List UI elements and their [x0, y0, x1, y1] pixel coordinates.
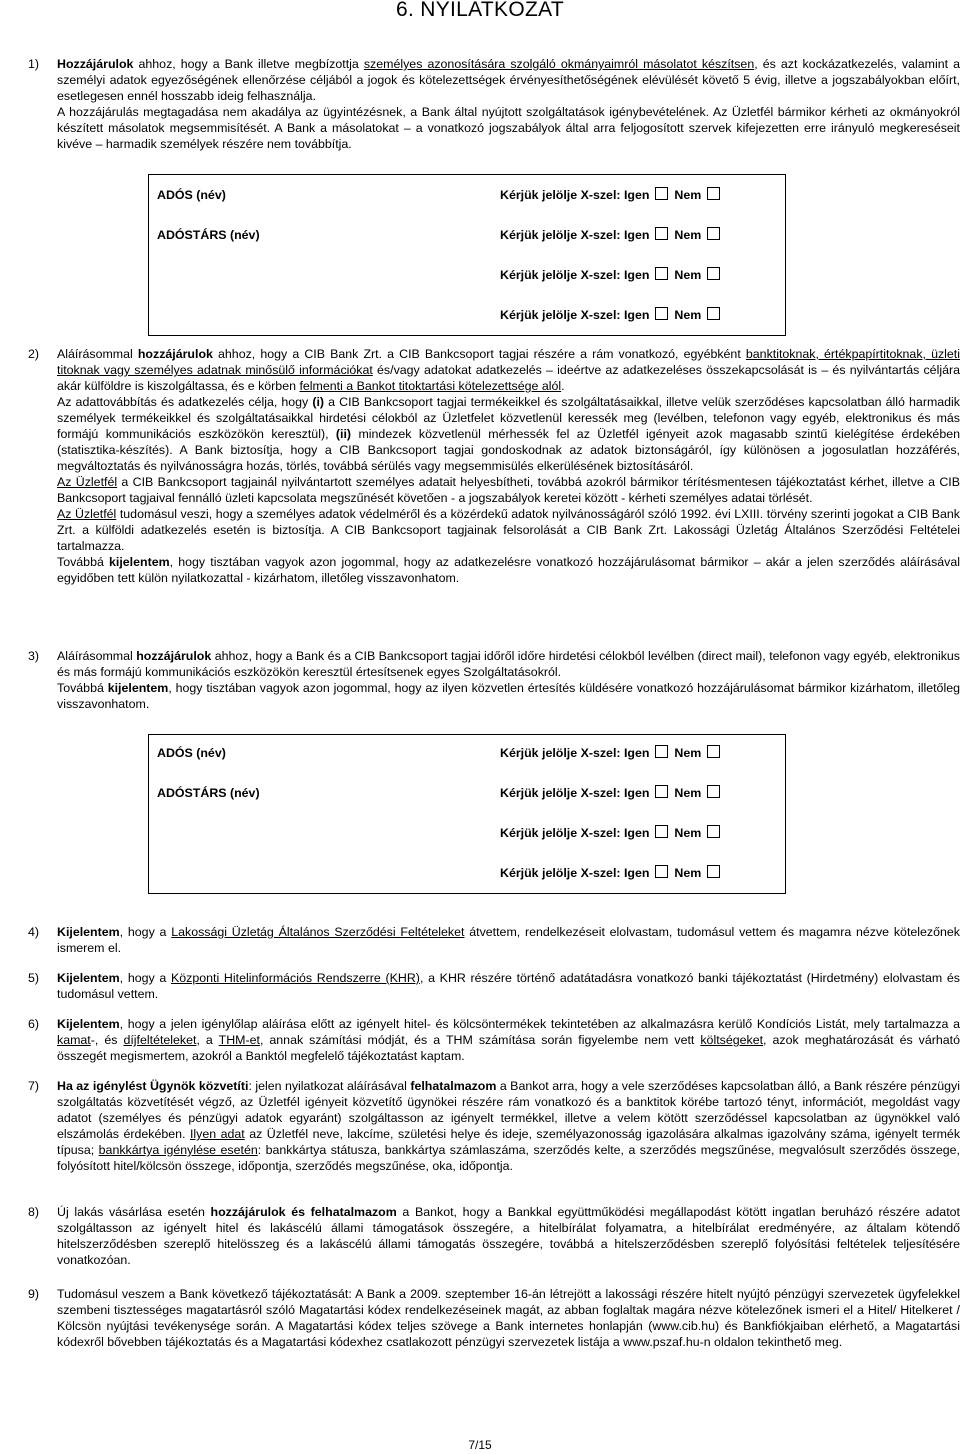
consent-prompt: Kérjük jelölje X-szel: Igen: [500, 866, 650, 880]
consent-prompt: Kérjük jelölje X-szel: Igen: [500, 188, 650, 202]
declaration-item-1: [28, 56, 960, 152]
consent-prompt: Kérjük jelölje X-szel: Igen: [500, 826, 650, 840]
no-label: Nem: [674, 268, 702, 282]
debtor-name-label: ADÓS (név): [157, 188, 226, 202]
codebtor-name-label: ADÓSTÁRS (név): [157, 786, 260, 800]
codebtor-name-label: ADÓSTÁRS (név): [157, 228, 260, 242]
yes-checkbox[interactable]: [655, 785, 668, 798]
declaration-item-2: [28, 346, 960, 586]
yes-checkbox[interactable]: [655, 745, 668, 758]
consent-prompt: Kérjük jelölje X-szel: Igen: [500, 228, 650, 242]
item-number: 8): [28, 1205, 40, 1219]
declaration-item-9: [28, 1286, 960, 1350]
item-number: 7): [28, 1079, 40, 1093]
yes-checkbox[interactable]: [655, 267, 668, 280]
item-number: 3): [28, 649, 40, 663]
consent-prompt: Kérjük jelölje X-szel: Igen: [500, 786, 650, 800]
consent-prompt: Kérjük jelölje X-szel: Igen: [500, 268, 650, 282]
item-text: Ha az igénylést Ügynök közvetíti: jelen nyilatkozat aláírásával felhatalmazom a Bankot arra, hogy a vele szerződéses kapcsolatban álló, a Bank részére pénzügyi szolgáltatás közvetítését végző, az Üzletfél igényeit közvetítő ügynökei részére rám vonatkozó és a banktitok körébe tartozó tényt, információt, megoldást vagy adatot (személyes és pénzügyi adatok egyaránt) szolgáltasson az igényelt termékkel, illetve a velem kötött szerződéssel kapcsolatban az ügynökkel való elszámolás érdekében. Ilyen adat az Üzletfél neve, lakcíme, születési helye és ideje, személyazonosság igazolására alkalmas igazolvány száma, igényelt termék típusa; bankkártya igénylése esetén: bankkártya státusza, bankkártya számlaszáma, szerződés kelte, a szerződés megszűnése, megvalósult szerződés összege, folyósított hitel/kölcsön összege, időpontja, szerződés megszűnése, oka, időpontja.: [57, 1079, 960, 1173]
item-text: Hozzájárulok ahhoz, hogy a Bank illetve megbízottja személyes azonosítására szolgáló okmányaimról másolatot készítsen, és azt kockázatkezelés, valamint a személyi adatok egyezőségének ellenőrzése céljából a jogok és kötelezettségek érvényesíthetőségének elévülését követő 5 évig, illetve a jogszabályokban előírt, esetlegesen ennél hosszabb ideig felhasználja. A hozzájárulás megtagadása nem akadálya az ügyintézésnek, a Bank által nyújtott szolgáltatások igénybevételének. Az Üzletfél bármikor kérheti az okmányokról készített másolatok megsemmisítését. A Bank a másolatokat – a vonatkozó jogszabályok által arra feljogosított szervek kifejezetten erre irányuló megkereséseit kivéve – harmadik személyek részére nem továbbítja.: [57, 57, 960, 151]
item-number: 5): [28, 971, 40, 985]
no-checkbox[interactable]: [707, 825, 720, 838]
item-number: 6): [28, 1017, 40, 1031]
no-checkbox[interactable]: [707, 745, 720, 758]
no-label: Nem: [674, 308, 702, 322]
item-text: Kijelentem, hogy a jelen igénylőlap aláírása előtt az igényelt hitel- és kölcsöntermékek tekintetében az alkalmazásra kerülő Kondíciós Listát, mely tartalmazza a kamat-, és díjfeltételeket, a THM-et, annak számítási módját, és a THM számítása során figyelembe nem vett költségeket, azok meghatározását és várható összegét megismertem, azokról a Banktól megfelelő tájékoztatást kaptam.: [57, 1017, 960, 1063]
page-title: 6. NYILATKOZAT: [396, 0, 564, 21]
no-checkbox[interactable]: [707, 307, 720, 320]
no-checkbox[interactable]: [707, 785, 720, 798]
yes-checkbox[interactable]: [655, 187, 668, 200]
item-number: 4): [28, 925, 40, 939]
declaration-item-6: [28, 1016, 960, 1064]
no-label: Nem: [674, 866, 702, 880]
declaration-item-5: [28, 970, 960, 1002]
no-checkbox[interactable]: [707, 267, 720, 280]
no-label: Nem: [674, 826, 702, 840]
no-label: Nem: [674, 228, 702, 242]
item-number: 1): [28, 57, 40, 71]
consent-box-1: [148, 174, 786, 336]
no-checkbox[interactable]: [707, 187, 720, 200]
no-label: Nem: [674, 786, 702, 800]
item-text: Kijelentem, hogy a Lakossági Üzletág Általános Szerződési Feltételeket átvettem, rendelkezéseit elolvastam, tudomásul vettem és magamra nézve kötelezőnek ismerem el.: [57, 925, 960, 955]
yes-checkbox[interactable]: [655, 307, 668, 320]
item-text: Tudomásul veszem a Bank következő tájékoztatását: A Bank a 2009. szeptember 16-án létrejött a lakossági részére hitelt nyújtó pénzügyi szervezetek ügyfelekkel szembeni tisztességes magatartásról szóló Magatartási kódex rendelkezéseinek magát, az abban foglaltak magára nézve kötelezőnek ismeri el a Hitel/ Hitelkeret / Kölcsön nyújtási tevékenysége során. A Magatartási kódex teljes szövege a Bank internetes honlapján (www.cib.hu) és Bankfiókjaiban elérhető, a Magatartási kódexről bővebben tájékoztatás és a Magatartási kódexhez csatlakozott pénzügyi szervezetek listája a www.pszaf.hu-n oldalon tekinthető meg.: [57, 1287, 960, 1349]
consent-prompt: Kérjük jelölje X-szel: Igen: [500, 308, 650, 322]
item-text: Kijelentem, hogy a Központi Hitelinformációs Rendszerre (KHR), a KHR részére történő adatátadásra vonatkozó banki tájékoztatást (Hirdetmény) elolvastam és tudomásul vettem.: [57, 971, 960, 1001]
item-number: 9): [28, 1287, 40, 1301]
declaration-item-8: [28, 1204, 960, 1268]
yes-checkbox[interactable]: [655, 227, 668, 240]
no-checkbox[interactable]: [707, 865, 720, 878]
item-text: Új lakás vásárlása esetén hozzájárulok és felhatalmazom a Bankot, hogy a Bankkal együttműködési megállapodást kötött ingatlan beruházó részére adatot szolgáltasson az igényelt hitel és lakáscélú állami támogatások összegére, a hitelbírálat folyamatra, a hitelbírálat eredményére, az általam kötendő hitelszerződésben szereplő hitelösszeg és a lakáscélú állami támogatás összegére, továbbá a hitelszerződésben szereplő folyósítási feltételek teljesítésére vonatkozóan.: [57, 1205, 960, 1267]
no-label: Nem: [674, 188, 702, 202]
consent-prompt: Kérjük jelölje X-szel: Igen: [500, 746, 650, 760]
no-checkbox[interactable]: [707, 227, 720, 240]
debtor-name-label: ADÓS (név): [157, 746, 226, 760]
yes-checkbox[interactable]: [655, 865, 668, 878]
declaration-item-7: [28, 1078, 960, 1174]
no-label: Nem: [674, 746, 702, 760]
declaration-item-3: [28, 648, 960, 712]
declaration-item-4: [28, 924, 960, 956]
item-text: Aláírásommal hozzájárulok ahhoz, hogy a Bank és a CIB Bankcsoport tagjai időről időre hirdetési célokból levélben (direct mail), telefonon vagy egyéb, elektronikus és más formájú kommunikációs eszközökön keresztül értesítsenek egyes Szolgáltatásokról. Továbbá kijelentem, hogy tisztában vagyok azon jogommal, hogy az ilyen közvetlen értesítés küldésére vonatkozó hozzájárulásomat bármikor kizárhatom, illetőleg visszavonhatom.: [57, 649, 960, 711]
consent-box-2: [148, 734, 786, 894]
item-number: 2): [28, 347, 40, 361]
item-text: Aláírásommal hozzájárulok ahhoz, hogy a CIB Bank Zrt. a CIB Bankcsoport tagjai részére a rám vonatkozó, egyébként banktitoknak, értékpapírtitoknak, üzleti titoknak vagy személyes adatnak minősülő információkat és/vagy adatokat adatkezelés – ideértve az adatkezeléses összekapcsolását is – és nyilvántartás céljára akár külföldre is kiszolgáltassa, és e körben felmenti a Bankot titoktartási kötelezettsége alól. Az adattovábbítás és adatkezelés célja, hogy (i) a CIB Bankcsoport tagjai termékeikkel és szolgáltatásaikkal, illetve velük szerződéses kapcsolatban álló harmadik személyek termékeikkel és szolgáltatásaikkal hirdetési célokból az Üzletfelet közvetlenül keressék meg (levélben, telefonon vagy egyéb, elektronikus és más formájú kommunikációs eszközökön keresztül), (ii) mindezek közvetlenül mérhessék fel az Üzletfél igényeit azok magasabb szintű kielégítése érdekében (statisztika-készítés). A Bank biztosítja, hogy a CIB Bankcsoport tagjai gondoskodnak az adatok biztonságáról, így különösen a jogosulatlan hozzáférés, megváltoztatás és nyilvánosságra hozás, törlés, továbbá sérülés vagy megsemmisülés elkerülésének biztosításáról. Az Üzletfél a CIB Bankcsoport tagjainál nyilvántartott személyes adatait helyesbítheti, továbbá azokról bármikor térítésmentesen tájékoztatást kérhet, illetve a CIB Bankcsoport tagjaival fennálló üzleti kapcsolata megszűnését követően - a jogszabályok keretei között - kérheti személyes adatai törlését. Az Üzletfél tudomásul veszi, hogy a személyes adatok védelméről és a közérdekű adatok nyilvánosságáról szóló 1992. évi LXIII. törvény szerinti jogokat a CIB Bank Zrt. a külföldi adatkezelés esetén is biztosítja. A CIB Bankcsoport tagjainak felsorolását a CIB Bank Zrt. Lakossági Üzletág Általános Szerződési Feltételei tartalmazza. Továbbá kijelentem, hogy tisztában vagyok azon jogommal, hogy az adatkezelésre vonatkozó hozzájárulásomat bármikor – akár a jelen szerződés aláírásával egyidőben tett külön nyilatkozattal - kizárhatom, illetőleg visszavonhatom.: [57, 347, 960, 585]
page-number: 7/15: [468, 1438, 492, 1452]
yes-checkbox[interactable]: [655, 825, 668, 838]
